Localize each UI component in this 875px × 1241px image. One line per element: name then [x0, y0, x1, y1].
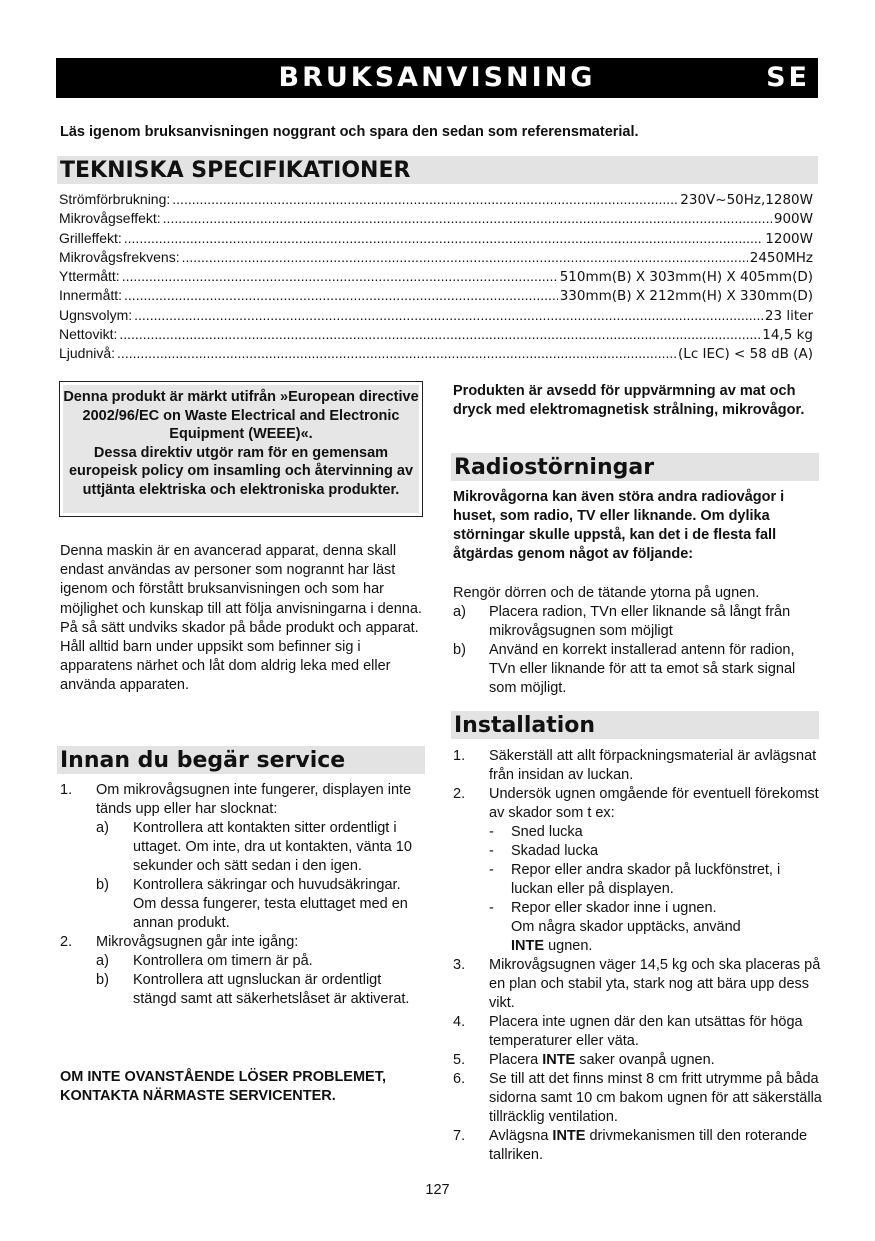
weee-notice-content — [63, 385, 419, 513]
list-item — [453, 641, 823, 698]
item-emphasis: INTE — [552, 1128, 586, 1144]
specs-list — [59, 191, 813, 365]
item-text — [489, 1127, 823, 1165]
spec-value: (Lc IEC) < 58 dB (A) — [678, 346, 813, 363]
list-item — [453, 785, 823, 956]
dash-text: Sned lucka — [511, 824, 583, 840]
list-item — [453, 1051, 823, 1070]
sub-item-text: Kontrollera att kontakten sitter ordentligt i uttaget. Om inte, dra ut kontakten, vänta 10 sekunder och sätt sedan i den igen. — [133, 820, 412, 874]
item-number: 2. — [453, 786, 466, 802]
service-warning: OM INTE OVANSTÅENDE LÖSER PROBLEMET, KONTAKTA NÄRMASTE SERVICENTER. — [60, 1069, 387, 1104]
spec-label: Ugnsvolym: — [59, 306, 133, 323]
dash-text: Skadad lucka — [511, 843, 599, 859]
item-text: Mikrovågsugnen går inte igång: — [96, 934, 299, 950]
list-item — [453, 1013, 823, 1051]
item-letter: a) — [453, 604, 466, 620]
dash-item — [489, 823, 823, 842]
sub-item-text: Kontrollera om timern är på. — [133, 953, 313, 969]
item-emphasis: INTE — [542, 1052, 576, 1068]
spec-row — [59, 345, 813, 364]
item-number: 1. — [60, 782, 73, 798]
header-bar — [56, 58, 818, 98]
spec-value: 330mm(B) X 212mm(H) X 330mm(D) — [559, 288, 813, 305]
item-number: 4. — [453, 1014, 466, 1030]
spec-row — [59, 191, 813, 210]
list-item — [453, 1127, 823, 1165]
usage-paragraph: Denna maskin är en avancerad apparat, denna skall endast användas av personer som nogrannt har läst igenom och förstått bruksanvisningen och som har möjlighet och kunskap till att följa anvisningarna i denna. På så sätt undviks skador på både produkt och apparat. — [60, 543, 422, 636]
sub-item-text: Kontrollera att ugnsluckan är ordentligt stängd samt att säkerhetslåset är aktiverat. — [133, 972, 410, 1007]
list-item — [453, 747, 823, 785]
item-text: Säkerställ att allt förpackningsmaterial är avlägsnat från insidan av luckan. — [489, 748, 817, 783]
dash-marker: - — [489, 862, 494, 878]
dash-marker: - — [489, 900, 494, 916]
dash-item — [489, 842, 823, 861]
page-number: 127 — [425, 1182, 450, 1198]
weee-directive-text: Denna produkt är märkt utifrån »European directive 2002/96/EC on Waste Electrical and Electronic Equipment (WEEE)«. — [63, 389, 419, 442]
damage-note — [489, 918, 823, 956]
sub-item-text: Kontrollera säkringar och huvudsäkringar. Om dessa fungerer, testa eluttaget med en annan produkt. — [133, 877, 408, 931]
spec-label: Grilleffekt: — [59, 229, 122, 246]
sub-item-letter: b) — [96, 877, 109, 893]
spec-value: 14,5 kg — [762, 327, 813, 344]
spec-label: Mikrovågseffekt: — [59, 210, 161, 227]
spec-row — [59, 307, 813, 326]
specs-heading: TEKNISKA SPECIFIKATIONER — [57, 156, 818, 184]
spec-value: 2450MHz — [749, 249, 813, 266]
sub-item-letter: b) — [96, 972, 109, 988]
dash-marker: - — [489, 843, 494, 859]
radio-list — [453, 603, 823, 698]
spec-value: 230V~50Hz,1280W — [680, 192, 813, 208]
item-text: Se till att det finns minst 8 cm fritt utrymme på båda sidorna samt 10 cm bakom ugnen för att säkerställa tillräcklig ventilation. — [489, 1071, 822, 1125]
item-number: 1. — [453, 748, 466, 764]
spec-row — [59, 210, 813, 229]
item-number: 7. — [453, 1128, 466, 1144]
item-text: Undersök ugnen omgående för eventuell förekomst av skador som t ex: — [489, 786, 819, 821]
radio-intro: Mikrovågorna kan även störa andra radiovågor i huset, som radio, TV eller liknande. Om dylika störningar skulle uppstå, kan det i de flesta fall åtgärdas genom något av följande: — [453, 489, 785, 562]
note-emphasis: INTE — [511, 938, 545, 954]
spec-label: Nettovikt: — [59, 326, 118, 343]
spec-label: Ljudnivå: — [59, 345, 116, 362]
dash-text: Repor eller skador inne i ugnen. — [511, 900, 717, 916]
intro-text: Läs igenom bruksanvisningen noggrant och spara den sedan som referensmaterial. — [60, 124, 639, 140]
spec-value: 1200W — [765, 230, 813, 247]
list-item — [60, 933, 425, 1009]
radio-heading: Radiostörningar — [451, 453, 819, 481]
spec-label: Mikrovågsfrekvens: — [59, 248, 180, 265]
dash-marker: - — [489, 824, 494, 840]
item-text-start: Placera — [489, 1052, 539, 1068]
sub-item — [96, 952, 425, 971]
install-heading: Installation — [451, 711, 819, 739]
dash-item — [489, 861, 823, 899]
child-safety-paragraph: Håll alltid barn under uppsikt som befinner sig i apparatens närhet och låt dom aldrig leka med eller använda apparaten. — [60, 639, 391, 694]
spec-value: 900W — [773, 211, 813, 228]
language-code: SE — [766, 62, 810, 93]
radio-tip: Rengör dörren och de tätande ytorna på ugnen. — [453, 585, 760, 601]
item-text: Om mikrovågsugnen inte fungerer, displayen inte tänds upp eller har slocknat: — [96, 782, 412, 817]
list-item — [453, 956, 823, 1013]
note-text: Om några skador upptäcks, använd — [511, 919, 741, 935]
usage-notice — [60, 542, 425, 696]
item-text-start: Avlägsna — [489, 1128, 549, 1144]
spec-label: Innermått: — [59, 287, 123, 304]
spec-row — [59, 287, 813, 306]
item-number: 3. — [453, 957, 466, 973]
document-title: BRUKSANVISNING — [278, 62, 596, 93]
weee-notice-box — [59, 381, 423, 517]
item-text: Placera radion, TVn eller liknande så långt från mikrovågsugnen som möjligt — [489, 604, 791, 639]
item-text: Mikrovågsugnen väger 14,5 kg och ska placeras på en plan och stabil yta, stark nog att bära upp dess vikt. — [489, 957, 821, 1011]
item-text: Använd en korrekt installerad antenn för radion, TVn eller liknande för att ta emot så stark signal som möjligt. — [489, 642, 796, 696]
service-heading: Innan du begär service — [57, 746, 425, 774]
sub-item — [96, 971, 425, 1009]
spec-row — [59, 326, 813, 345]
list-item — [453, 603, 823, 641]
weee-policy-text: Dessa direktiv utgör ram för en gemensam europeisk policy om insamling och återvinning av uttjänta elektriska och elektroniska produkter. — [68, 444, 414, 498]
spec-value: 510mm(B) X 303mm(H) X 405mm(D) — [559, 269, 813, 286]
note-text-end: ugnen. — [548, 938, 593, 954]
list-item — [60, 781, 425, 933]
item-letter: b) — [453, 642, 466, 658]
install-list — [453, 747, 823, 1165]
dash-item — [489, 899, 823, 918]
sub-item — [96, 819, 425, 876]
item-text: Placera inte ugnen där den kan utsättas för höga temperaturer eller väta. — [489, 1014, 803, 1049]
spec-row — [59, 249, 813, 268]
item-number: 5. — [453, 1052, 466, 1068]
item-text — [489, 1051, 823, 1070]
sub-item — [96, 876, 425, 933]
item-text-end: drivmekanismen till den roterande tallriken. — [489, 1128, 808, 1163]
sub-item-letter: a) — [96, 953, 109, 969]
item-text-end: saker ovanpå ugnen. — [579, 1052, 715, 1068]
product-purpose: Produkten är avsedd för uppvärmning av mat och dryck med elektromagnetisk strålning, mikrovågor. — [453, 383, 805, 418]
spec-label: Yttermått: — [59, 268, 120, 285]
item-number: 2. — [60, 934, 73, 950]
service-list — [60, 781, 425, 1009]
dash-text: Repor eller andra skador på luckfönstret, i luckan eller på displayen. — [511, 862, 781, 897]
spec-label: Strömförbrukning: — [59, 191, 171, 207]
sub-item-letter: a) — [96, 820, 109, 836]
list-item — [453, 1070, 823, 1127]
spec-value: 23 liter — [764, 307, 813, 324]
spec-row — [59, 230, 813, 249]
spec-row — [59, 268, 813, 287]
item-number: 6. — [453, 1071, 466, 1087]
